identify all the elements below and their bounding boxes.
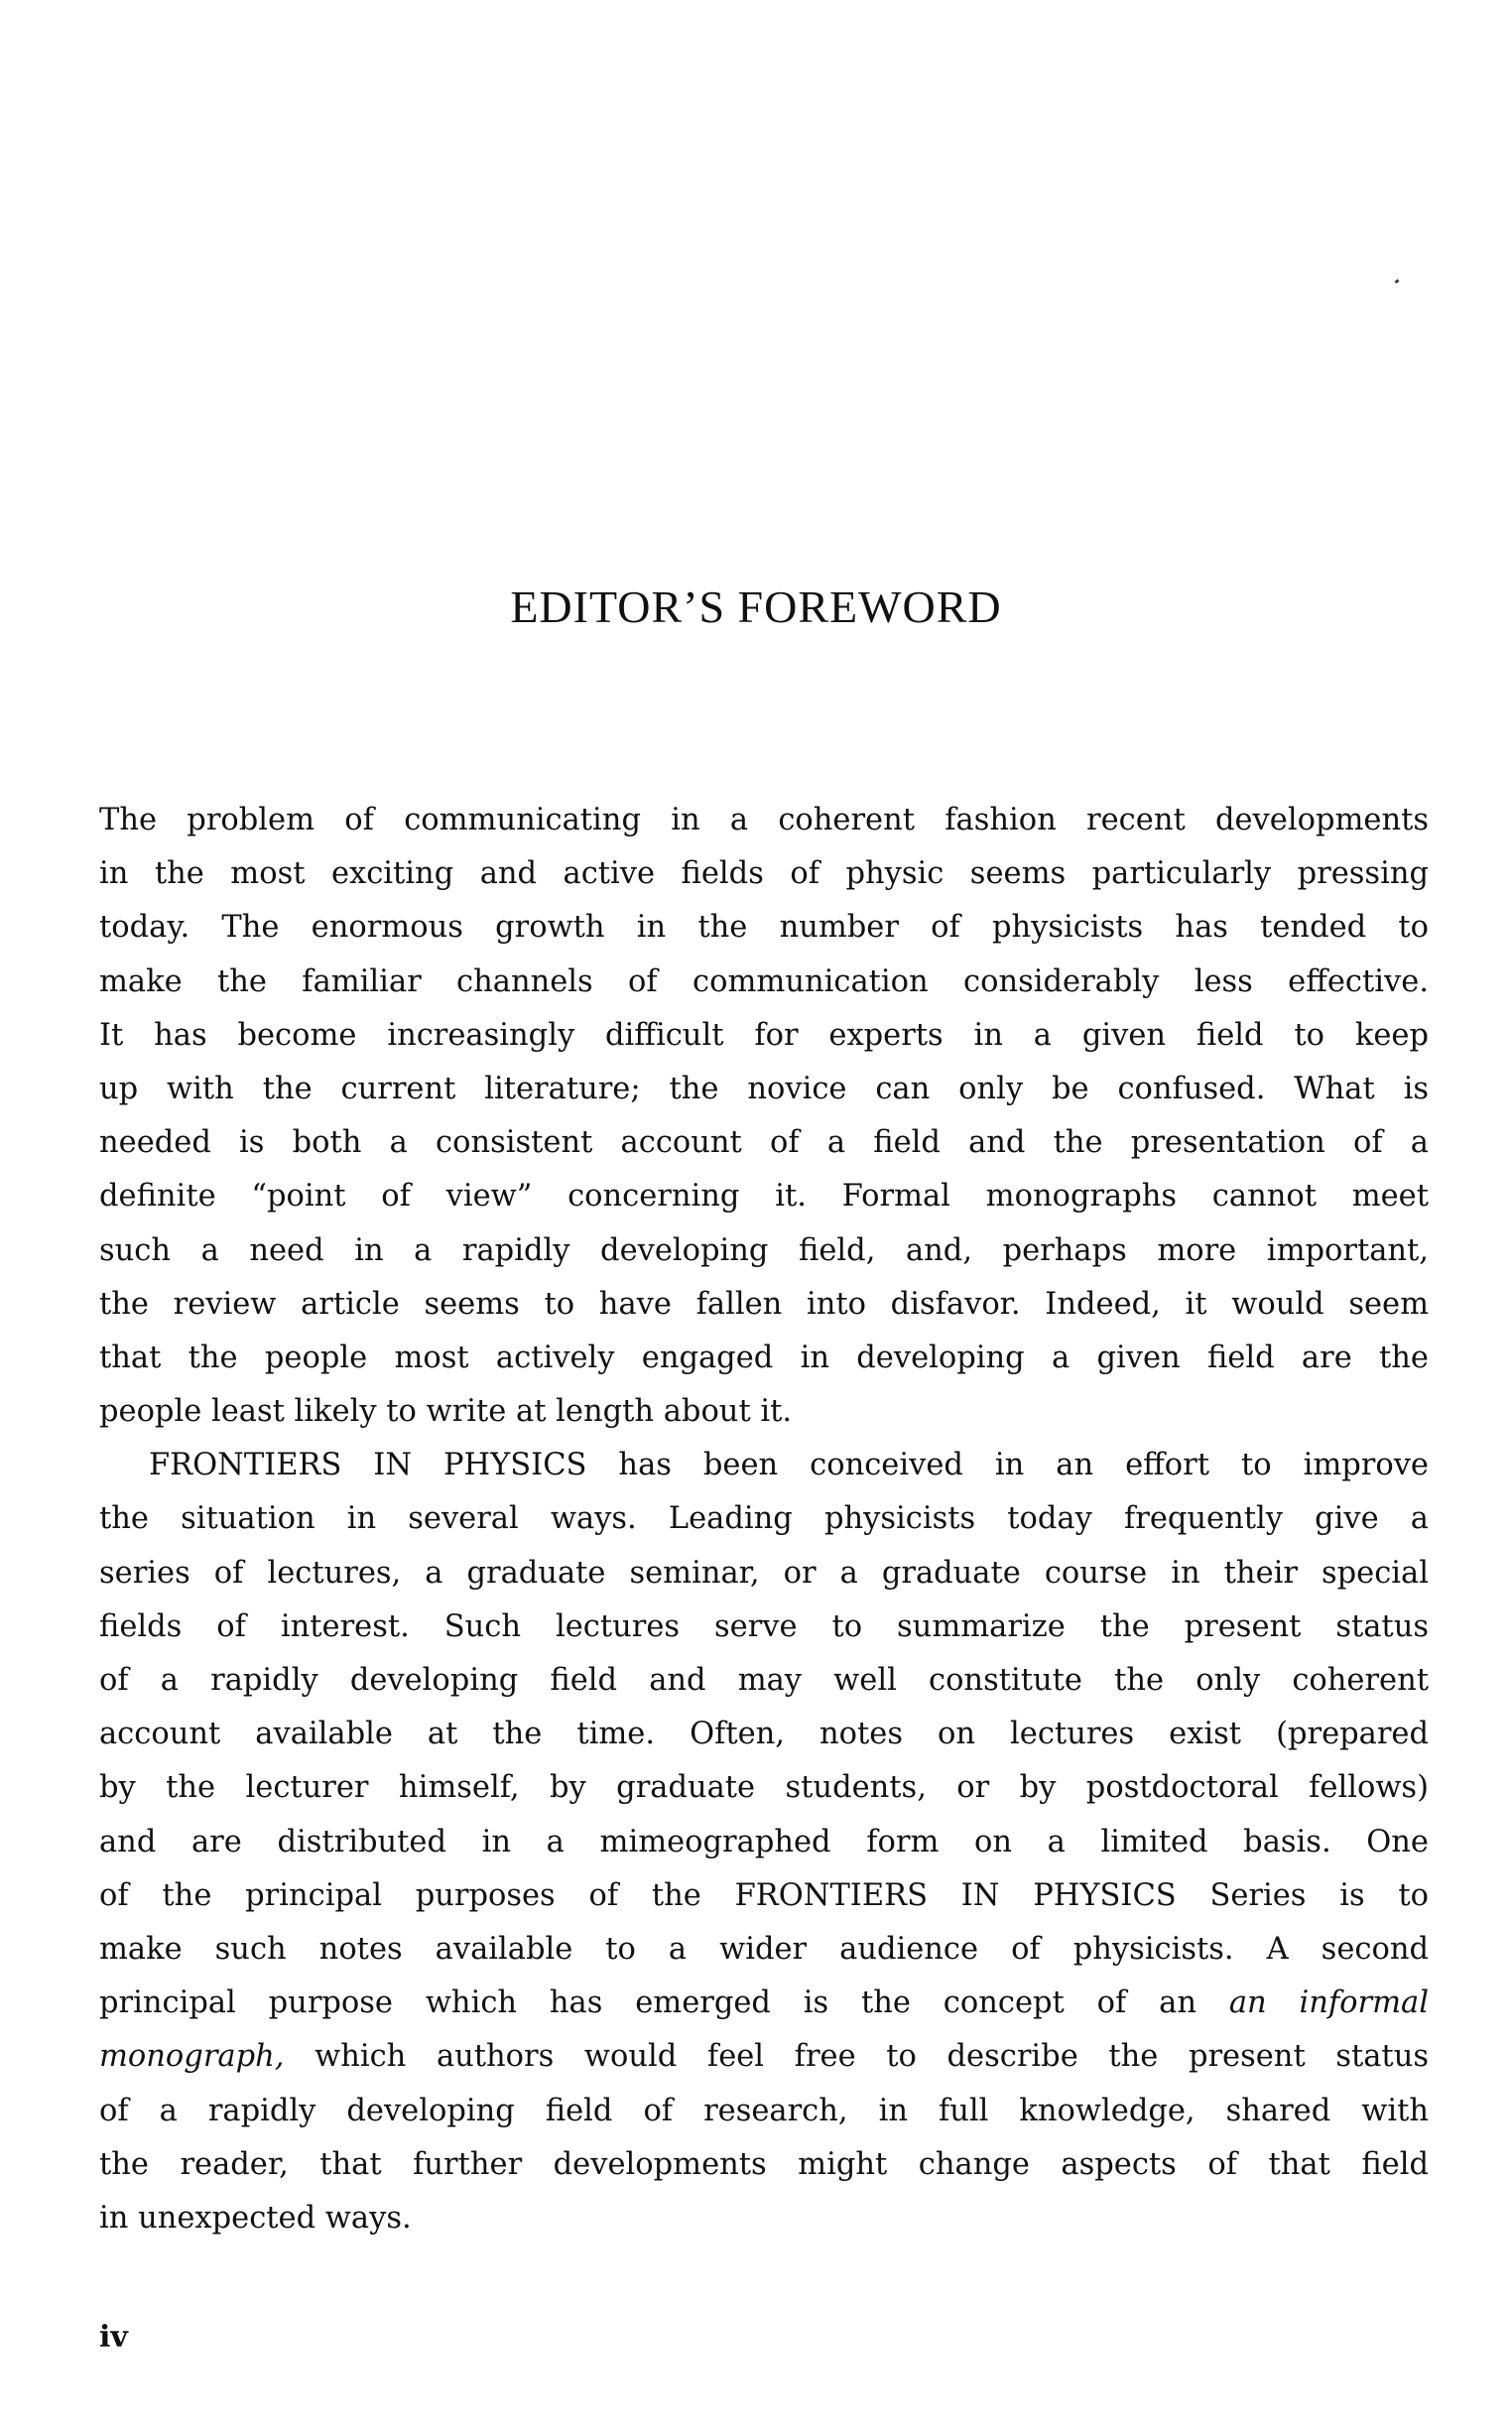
text-line: today. The enormous growth in the number of physicists has tended to — [99, 910, 1429, 946]
text-segment: principal purpose which has emerged is the concept of an — [99, 1985, 1229, 2021]
text-line: the reader, that further developments might change aspects of that field — [99, 2146, 1429, 2182]
text-line — [99, 2030, 1429, 2084]
text-line: and are distributed in a mimeographed form on a limited basis. One — [99, 1824, 1429, 1859]
text-line: of the principal purposes of the FRONTIERS IN PHYSICS Series is to — [99, 1877, 1429, 1913]
text-line: the situation in several ways. Leading physicists today frequently give a — [99, 1501, 1429, 1537]
text-line: needed is both a consistent account of a field and the presentation of a — [99, 1125, 1429, 1161]
text-line: up with the current literature; the novice can only be confused. What is — [99, 1071, 1429, 1106]
text-line: The problem of communicating in a coherent fashion recent developments — [99, 803, 1429, 837]
text-line: FRONTIERS IN PHYSICS has been conceived in an effort to improve — [149, 1448, 1429, 1483]
italic-term: an informal — [1228, 1985, 1429, 2021]
text-line: people least likely to write at length about it. — [99, 1394, 793, 1430]
page-number: iv — [99, 2320, 128, 2355]
page-title: EDITOR’S FOREWORD — [510, 581, 1002, 632]
text-line: definite “point of view” concerning it. Formal monographs cannot meet — [99, 1179, 1429, 1215]
italic-term: monograph, — [99, 2039, 285, 2075]
text-line: in the most exciting and active fields of physic seems particularly pressing — [99, 856, 1429, 892]
text-line: make the familiar channels of communication considerably less effective. — [99, 963, 1429, 999]
text-line: the review article seems to have fallen into disfavor. Indeed, it would seem — [99, 1286, 1429, 1322]
text-line: It has become increasingly difficult for experts in a given field to keep — [99, 1017, 1429, 1053]
text-line: that the people most actively engaged in developing a given field are the — [99, 1340, 1429, 1375]
text-line: account available at the time. Often, notes on lectures exist (prepared — [99, 1717, 1429, 1752]
text-line: by the lecturer himself, by graduate students, or by postdoctoral fellows) — [99, 1770, 1429, 1806]
text-line: series of lectures, a graduate seminar, or a graduate course in their special — [99, 1555, 1429, 1591]
text-line: of a rapidly developing field of research, in full knowledge, shared with — [99, 2093, 1429, 2128]
foreword-body — [99, 794, 1429, 2245]
paragraph-1 — [99, 794, 1429, 1439]
text-line: of a rapidly developing field and may well constitute the only coherent — [99, 1663, 1429, 1698]
scan-speck — [1395, 279, 1400, 284]
text-line — [99, 1977, 1429, 2030]
text-line: such a need in a rapidly developing field, and, perhaps more important, — [99, 1232, 1429, 1268]
text-segment: which authors would feel free to describe the present status — [284, 2039, 1429, 2075]
text-line: fields of interest. Such lectures serve to summarize the present status — [99, 1608, 1429, 1644]
text-line: in unexpected ways. — [99, 2200, 412, 2236]
paragraph-2 — [99, 1439, 1429, 2245]
text-line: make such notes available to a wider audience of physicists. A second — [99, 1931, 1429, 1967]
